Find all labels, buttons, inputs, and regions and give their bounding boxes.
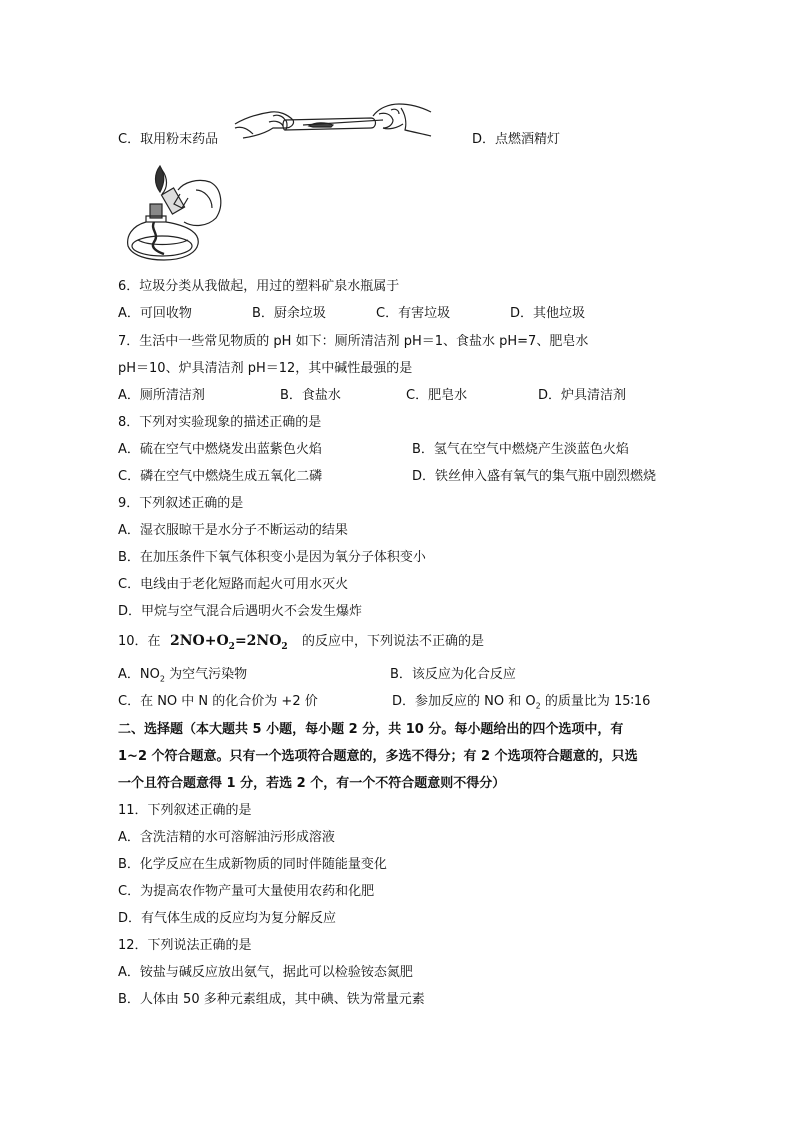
q7-option-b: B．食盐水 xyxy=(280,388,341,403)
section2-line3: 一个且符合题意得 1 分，若选 2 个，有一个不符合题意则不得分） xyxy=(118,776,506,791)
q11-option-a: A．含洗洁精的水可溶解油污形成溶液 xyxy=(118,830,335,845)
section2-line1: 二、选择题（本大题共 5 小题，每小题 2 分，共 10 分。每小题给出的四个选项中，有 xyxy=(118,722,624,737)
q5-option-d: D．点燃酒精灯 xyxy=(472,132,561,147)
q8-options-row2 xyxy=(118,468,718,486)
q6-option-a: A．可回收物 xyxy=(118,306,192,321)
q9-option-d: D．甲烷与空气混合后遇明火不会发生爆炸 xyxy=(118,604,363,619)
q9-option-c: C．电线由于老化短路而起火可用水灭火 xyxy=(118,577,349,592)
q12-stem: 12．下列说法正确的是 xyxy=(118,938,252,953)
q10-eq-equals: = xyxy=(234,633,247,649)
q12-option-b: B．人体由 50 多种元素组成，其中碘、铁为常量元素 xyxy=(118,992,425,1007)
section2-line2: 1~2 个符合题意。只有一个选项符合题意的，多选不得分；有 2 个选项符合题意的，只选 xyxy=(118,749,638,764)
q11-option-d: D．有气体生成的反应均为复分解反应 xyxy=(118,911,337,926)
q10-eq-lhs2-sub: 2 xyxy=(228,641,235,652)
q6-option-b: B．厨余垃圾 xyxy=(252,306,326,321)
q10-option-a: A．$NO_2$ 为空气污染物 xyxy=(118,667,248,684)
q11-option-b: B．化学反应在生成新物质的同时伴随能量变化 xyxy=(118,857,387,872)
q10-option-d: D．参加反应的 NO 和 $O_2$ 的质量比为 15∶16 xyxy=(392,694,651,711)
q7-options xyxy=(118,387,718,405)
q8-options-row1 xyxy=(118,441,718,459)
q8-stem: 8．下列对实验现象的描述正确的是 xyxy=(118,415,322,430)
q6-stem: 6．垃圾分类从我做起，用过的塑料矿泉水瓶属于 xyxy=(118,279,400,294)
test-tube-powder-illustration xyxy=(233,98,433,144)
q7-option-d: D．炉具清洁剂 xyxy=(538,388,627,403)
q10-stem-prefix: 10．在 xyxy=(118,634,161,649)
q10-eq-lhs2: O xyxy=(216,633,229,649)
q9-option-a: A．湿衣服晾干是水分子不断运动的结果 xyxy=(118,523,348,538)
q6-option-c: C．有害垃圾 xyxy=(376,306,451,321)
q5-option-c: C．取用粉末药品 xyxy=(118,132,219,147)
q7-stem-line1: 7．生活中一些常见物质的 pH 如下：厕所清洁剂 pH＝1、食盐水 pH=7、肥皂水 xyxy=(118,334,589,349)
q12-option-a: A．铵盐与碱反应放出氨气，据此可以检验铵态氮肥 xyxy=(118,965,413,980)
q10-eq-rhs: 2NO xyxy=(246,633,282,649)
q10-eq-lhs1: 2NO xyxy=(170,633,205,649)
q7-option-a: A．厕所清洁剂 xyxy=(118,388,205,403)
q10-eq-plus: + xyxy=(204,633,217,649)
q10-stem-suffix: 的反应中，下列说法不正确的是 xyxy=(302,634,485,649)
q8-option-b: B．氢气在空气中燃烧产生淡蓝色火焰 xyxy=(412,442,629,457)
q10-options-row1 xyxy=(118,666,718,684)
q10-option-b: B．该反应为化合反应 xyxy=(390,667,516,682)
q10-option-c: C．在 NO 中 N 的化合价为 +2 价 xyxy=(118,694,318,709)
q6-options xyxy=(118,305,718,323)
q8-option-c: C．磷在空气中燃烧生成五氧化二磷 xyxy=(118,469,323,484)
q7-stem-line2: pH＝10、炉具清洁剂 pH＝12，其中碱性最强的是 xyxy=(118,361,413,376)
q11-stem: 11．下列叙述正确的是 xyxy=(118,803,252,818)
q8-option-d: D．铁丝伸入盛有氧气的集气瓶中剧烈燃烧 xyxy=(412,469,657,484)
q9-stem: 9．下列叙述正确的是 xyxy=(118,496,244,511)
q10-options-row2 xyxy=(118,693,718,711)
q8-option-a: A．硫在空气中燃烧发出蓝紫色火焰 xyxy=(118,442,322,457)
alcohol-lamp-illustration xyxy=(124,160,226,264)
q10-eq-rhs-sub: 2 xyxy=(281,641,288,652)
q6-option-d: D．其他垃圾 xyxy=(510,306,586,321)
q10-equation xyxy=(170,632,288,656)
q7-option-c: C．肥皂水 xyxy=(406,388,468,403)
q10-stem xyxy=(118,633,718,653)
q11-option-c: C．为提高农作物产量可大量使用农药和化肥 xyxy=(118,884,375,899)
q9-option-b: B．在加压条件下氧气体积变小是因为氧分子体积变小 xyxy=(118,550,426,565)
